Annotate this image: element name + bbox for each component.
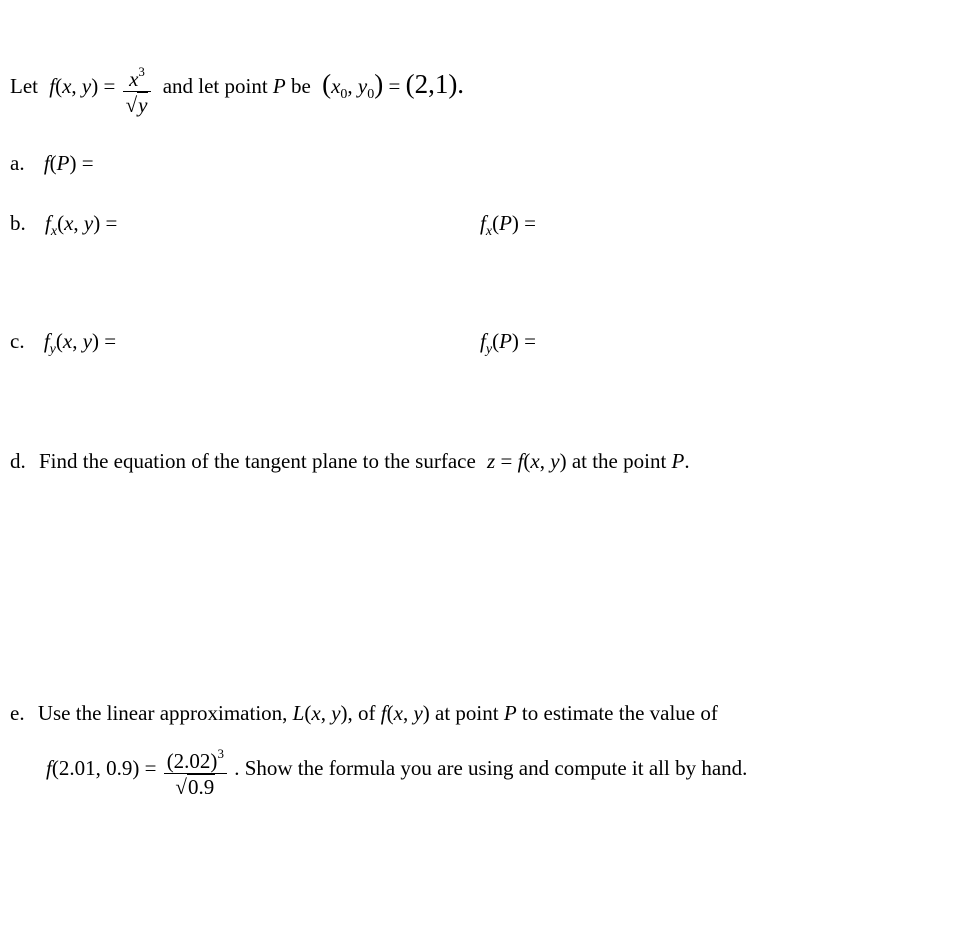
- part-c-at-point: $f_y(P)$ =: [480, 329, 536, 357]
- linear-approx-symbol: L(x, y): [292, 701, 348, 725]
- part-e-line2: [46, 738, 747, 798]
- function-definition: f: [49, 74, 56, 98]
- part-e-line1-a: Use the linear approximation,: [37, 701, 288, 725]
- part-d-text-after: at the point: [571, 449, 667, 473]
- part-b-expression: $f_x(x$, y) =: [45, 211, 118, 239]
- part-d-label: d.: [10, 449, 26, 473]
- part-e-estimate-lhs: f(2.01, 0.9) =: [46, 756, 157, 780]
- part-d-point: P: [671, 449, 685, 473]
- intro-middle: and let point: [162, 74, 268, 98]
- part-e-label: e.: [10, 701, 25, 725]
- intro-lead: Let: [10, 74, 38, 98]
- part-b-label: b.: [10, 211, 26, 235]
- intro-point-name: P: [272, 74, 286, 98]
- intro-be: be: [291, 74, 311, 98]
- fraction-x3-over-sqrt-y: [123, 61, 152, 116]
- part-c: [10, 326, 116, 365]
- part-d-surface-equation: z = f(x, y): [487, 449, 567, 473]
- estimate-denominator: √0.9: [164, 773, 227, 798]
- part-d: [10, 446, 690, 476]
- part-e-point: P: [503, 701, 517, 725]
- fraction-numerator: $x^3$: [129, 63, 145, 91]
- part-e: [10, 698, 718, 728]
- part-a-label: a.: [10, 151, 25, 175]
- part-c-expression: $f_y(x$, y) =: [43, 329, 117, 357]
- part-b-at-point: $f_x(P)$ =: [480, 211, 536, 239]
- part-a: [10, 148, 94, 178]
- part-a-expression: f(P) =: [43, 151, 94, 175]
- function-args: (x, y) =: [55, 74, 116, 98]
- intro-line: [10, 54, 465, 117]
- part-b: [10, 208, 117, 247]
- part-e-line1-d: to estimate the value of: [521, 701, 718, 725]
- part-e-line2-text: . Show the formula you are using and compute it all by hand.: [234, 756, 748, 780]
- part-d-text-before: Find the equation of the tangent plane to the surface: [39, 449, 476, 473]
- estimate-numerator: $(2.02)^3$: [166, 745, 224, 773]
- point-coordinates: ($x_0$, $y_0) = (2,1)$.: [322, 69, 465, 102]
- estimate-fraction: [164, 743, 227, 798]
- part-d-period: .: [684, 449, 690, 473]
- part-c-label: c.: [10, 329, 25, 353]
- part-e-line1-b: , of: [347, 701, 376, 725]
- point-value: (2,1).: [405, 69, 465, 99]
- part-e-line1-c: at point: [435, 701, 499, 725]
- part-e-function: f(x, y): [380, 701, 430, 725]
- fraction-denominator: √y: [123, 91, 152, 116]
